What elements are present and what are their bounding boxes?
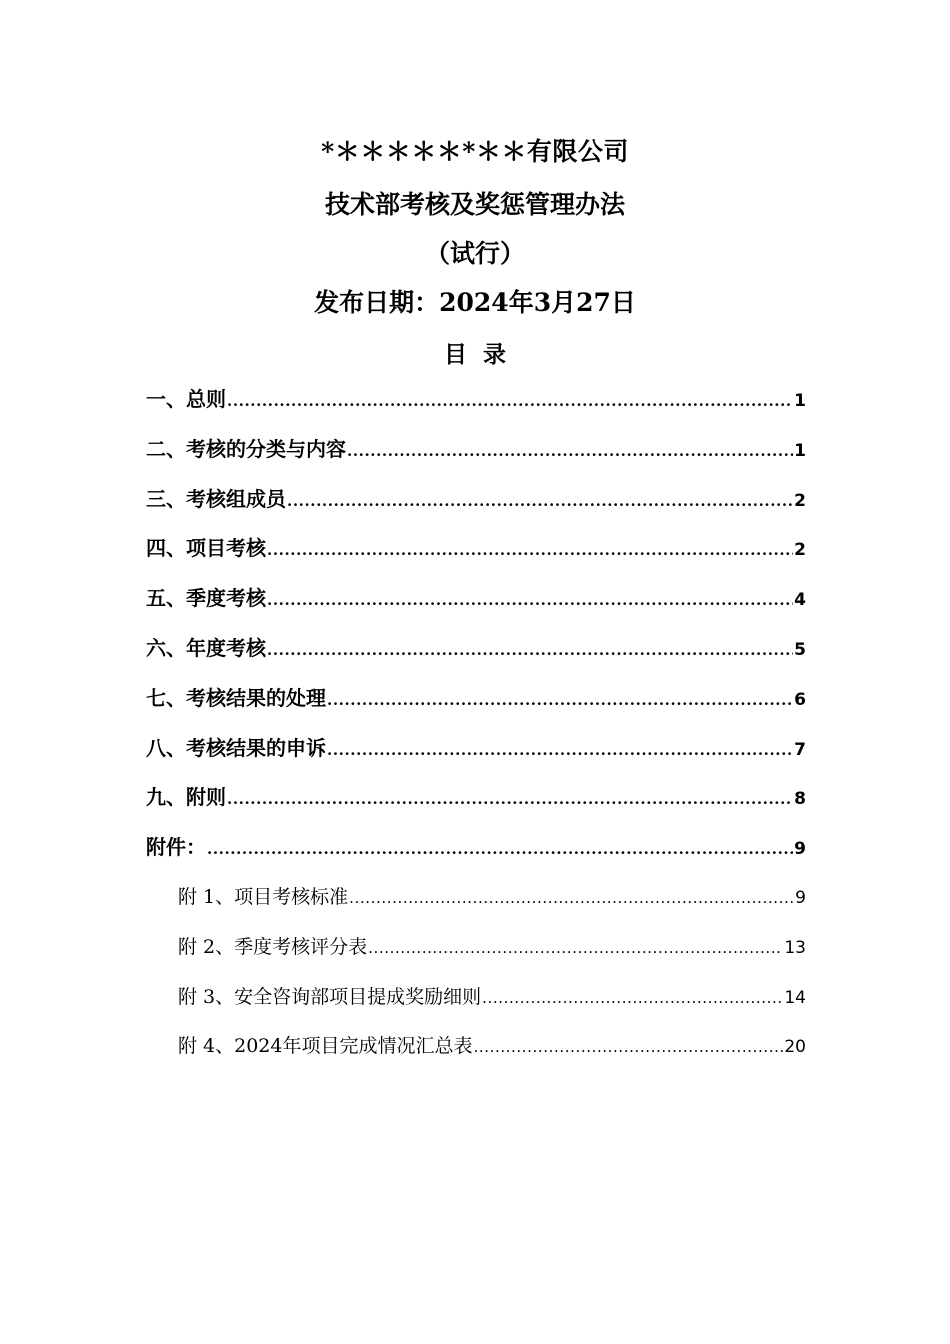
toc-page-number: 8 <box>794 789 806 810</box>
toc-entry-label: 三、考核组成员 <box>146 486 286 511</box>
toc-entry-label: 附 4、2024年项目完成情况汇总表 <box>178 1035 473 1058</box>
toc-page-number: 20 <box>784 1037 806 1058</box>
toc-dot-leader <box>368 930 783 966</box>
toc-page-number: 14 <box>784 987 806 1008</box>
toc-entry-label: 八、考核结果的申诉 <box>146 735 326 760</box>
toc-entry-label: 七、考核结果的处理 <box>146 685 326 710</box>
toc-entry-label: 五、季度考核 <box>146 586 266 611</box>
document-title: 技术部考核及奖惩管理办法 <box>324 190 625 219</box>
toc-entry-label: 附 2、季度考核评分表 <box>178 935 368 958</box>
trial-label: （试行） <box>424 239 525 268</box>
toc-page-number: 4 <box>794 590 806 611</box>
toc-dot-leader <box>327 732 793 768</box>
toc-entry-categories[interactable] <box>146 431 806 481</box>
toc-page-number: 9 <box>794 839 806 860</box>
toc-page-number: 1 <box>794 391 806 411</box>
toc-page-number: 6 <box>794 689 806 710</box>
toc-dot-leader <box>327 682 793 718</box>
toc-entry-result-appeal[interactable] <box>146 730 806 780</box>
toc-entry-attachment-2[interactable] <box>146 929 806 979</box>
toc-entry-annual-assessment[interactable] <box>146 630 806 680</box>
toc-heading: 目录 <box>444 341 522 368</box>
company-name: *＊＊＊＊＊*＊＊有限公司 <box>321 137 629 166</box>
toc-dot-leader <box>267 632 793 668</box>
toc-entry-attachment-4[interactable] <box>146 1028 806 1078</box>
toc-entry-label: 附 3、安全咨询部项目提成奖励细则 <box>178 985 482 1008</box>
toc-entry-members[interactable] <box>146 481 806 531</box>
toc-entry-label: 六、年度考核 <box>146 635 266 660</box>
toc-dot-leader <box>207 831 793 867</box>
toc-entry-quarterly-assessment[interactable] <box>146 580 806 630</box>
toc-entry-label: 二、考核的分类与内容 <box>146 436 346 461</box>
toc-entry-attachment-1[interactable] <box>146 879 806 929</box>
toc-entry-attachment-3[interactable] <box>146 979 806 1029</box>
toc-dot-leader <box>482 980 783 1016</box>
toc-page-number: 2 <box>794 490 806 511</box>
toc-dot-leader <box>267 582 793 618</box>
toc-page-number: 5 <box>794 639 806 660</box>
toc-entry-label: 一、总则 <box>146 387 226 411</box>
toc-entry-result-handling[interactable] <box>146 680 806 730</box>
toc-dot-leader <box>349 880 794 916</box>
toc-dot-leader <box>287 483 793 519</box>
toc-dot-leader <box>267 532 793 568</box>
toc-entry-attachments[interactable] <box>146 829 806 879</box>
toc-entry-general[interactable] <box>146 381 806 431</box>
toc-entry-label: 附 1、项目考核标准 <box>178 885 349 908</box>
toc-page-number: 1 <box>794 440 806 461</box>
toc-entry-label: 四、项目考核 <box>146 536 266 561</box>
toc-page-number: 2 <box>794 540 806 561</box>
table-of-contents <box>146 381 806 1078</box>
toc-dot-leader <box>347 433 793 469</box>
toc-dot-leader <box>227 383 793 419</box>
toc-page-number: 9 <box>795 887 806 908</box>
toc-entry-project-assessment[interactable] <box>146 530 806 580</box>
toc-entry-supplementary[interactable] <box>146 779 806 829</box>
toc-entry-label: 附件： <box>146 835 206 860</box>
release-date: 发布日期：2024年3月27日 <box>314 288 636 317</box>
toc-entry-label: 九、附则 <box>146 785 226 810</box>
toc-page-number: 7 <box>794 739 806 760</box>
toc-page-number: 13 <box>784 937 806 958</box>
toc-dot-leader <box>227 781 793 817</box>
toc-dot-leader <box>473 1029 783 1065</box>
